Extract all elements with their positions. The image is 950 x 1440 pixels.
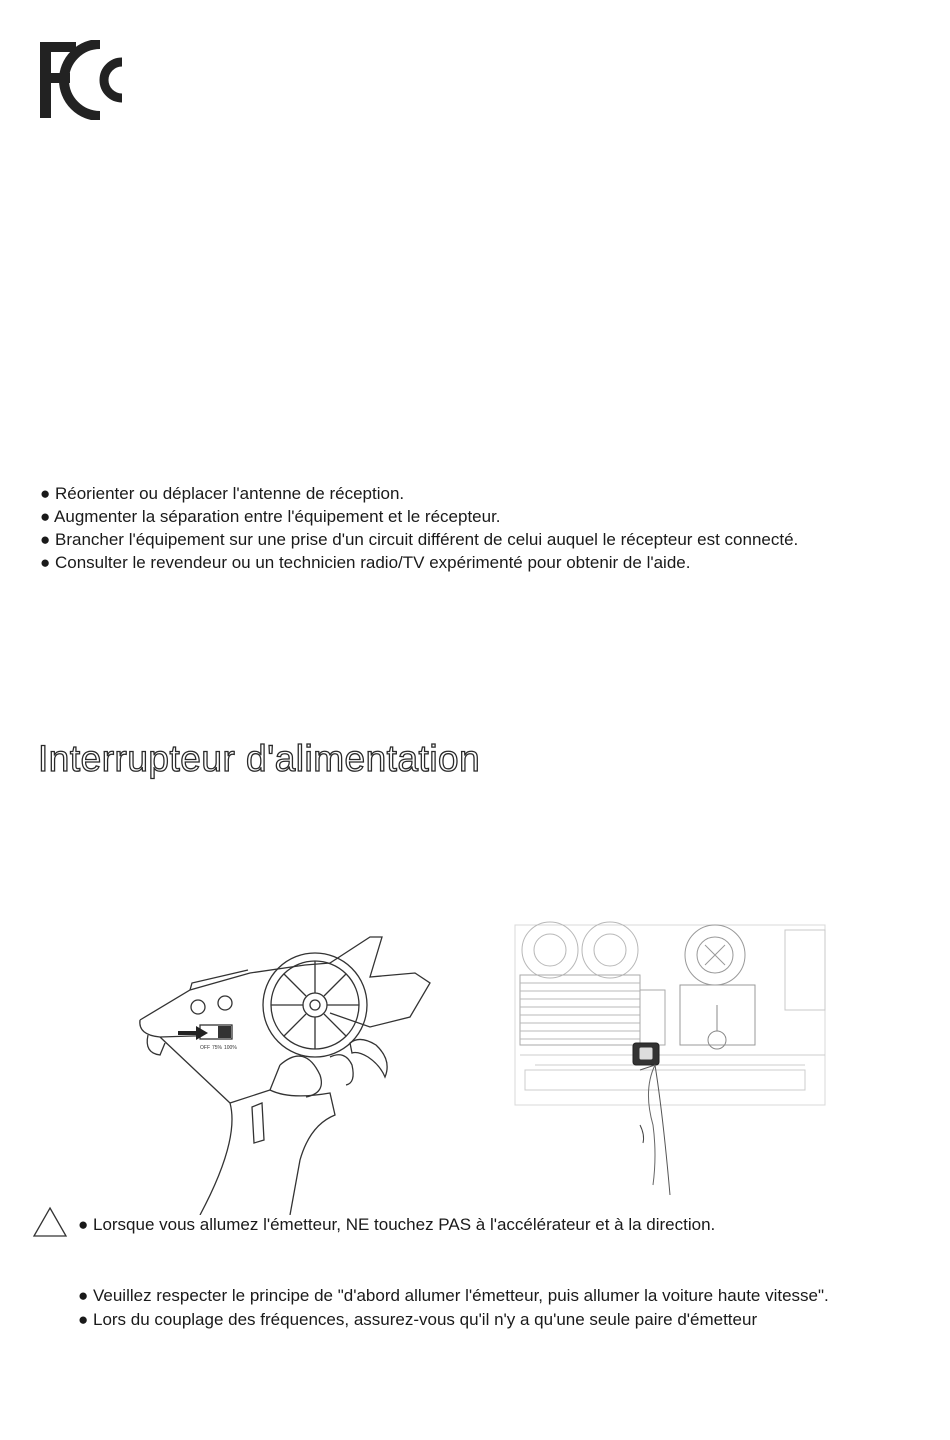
notes-list [78,1284,829,1332]
warning-icon [32,1206,68,1238]
switch-label-100: 100% [224,1045,237,1051]
tip-item: ● Augmenter la séparation entre l'équipement et le récepteur. [40,507,501,526]
switch-label-75: 75% [212,1045,223,1051]
note-item: ● Lors du couplage des fréquences, assurez-vous qu'il n'y a qu'une seule paire d'émetteur [78,1310,758,1329]
interference-tips [40,482,798,574]
tip-item: ● Réorienter ou déplacer l'antenne de réception. [40,484,405,503]
car-chassis-illustration [505,915,850,1200]
tip-item: ● Consulter le revendeur ou un technicien radio/TV expérimenté pour obtenir de l'aide. [40,553,691,572]
fcc-logo [38,40,148,120]
transmitter-illustration [130,925,450,1215]
switch-label-off: OFF [200,1045,210,1051]
tip-item: ● Brancher l'équipement sur une prise d'un circuit différent de celui auquel le récepteur est connecté. [40,530,799,549]
warning-text: ● Lorsque vous allumez l'émetteur, NE touchez PAS à l'accélérateur et à la direction. [78,1215,716,1234]
section-title: Interrupteur d'alimentation [38,738,481,779]
note-item: ● Veuillez respecter le principe de "d'abord allumer l'émetteur, puis allumer la voiture haute vitesse". [78,1286,829,1305]
